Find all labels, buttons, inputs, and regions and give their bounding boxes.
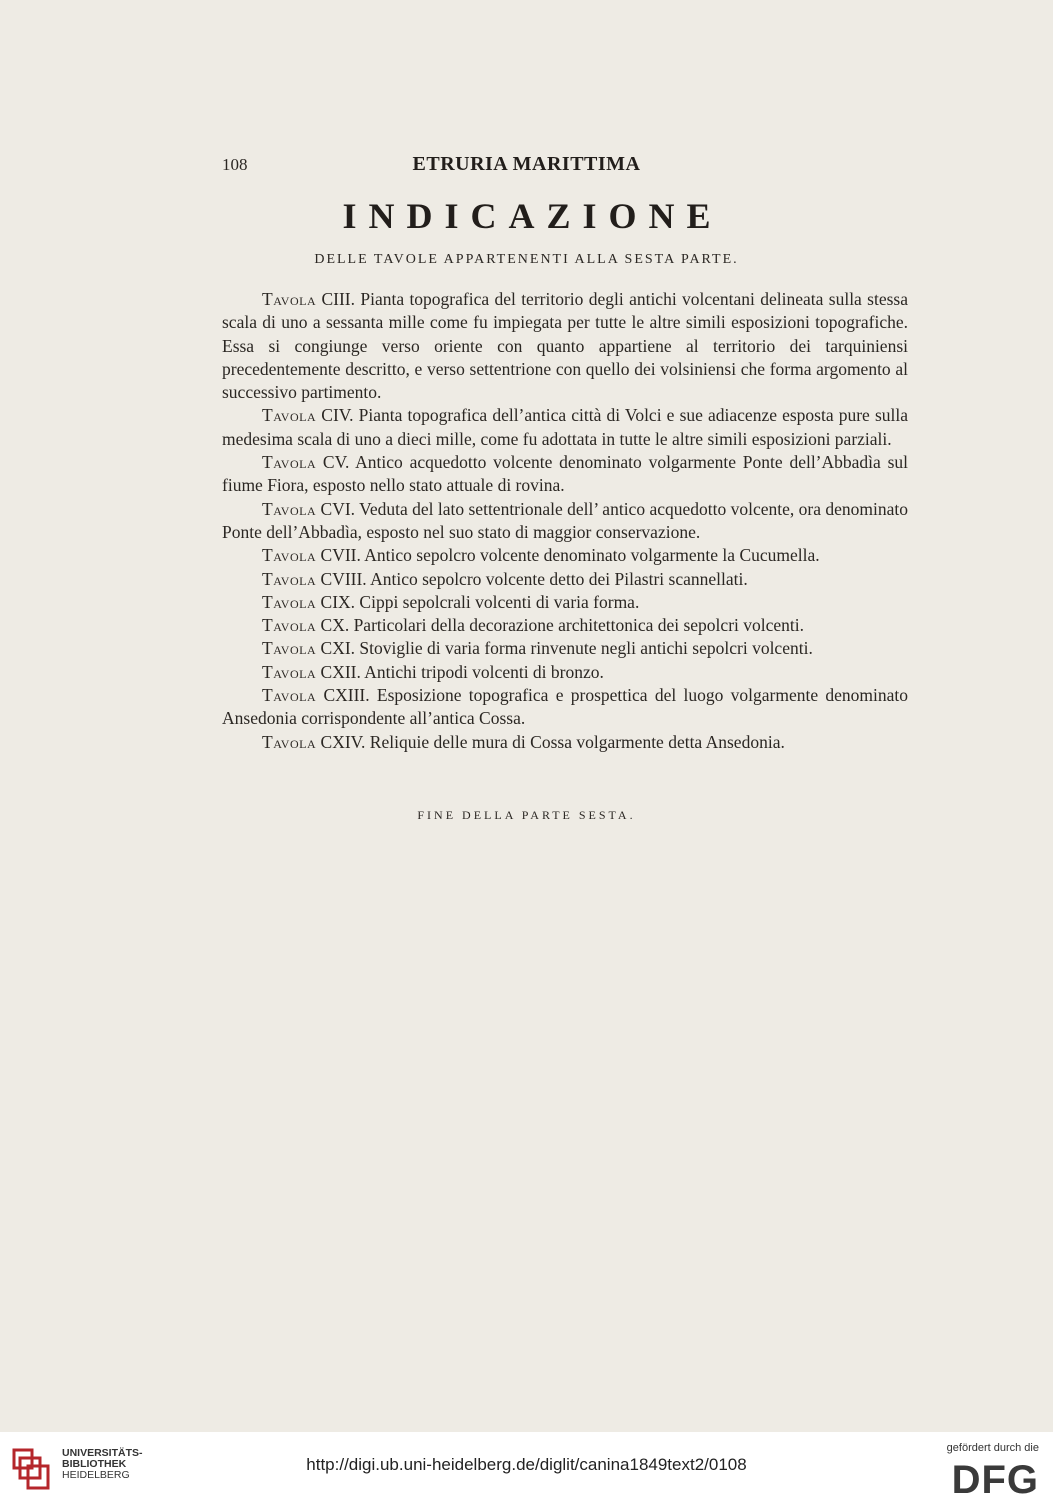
plate-entry	[222, 731, 908, 754]
plate-number: CIX.	[320, 591, 356, 612]
plate-description: Antico sepolcro volcente denominato volgarmente la Cucumella.	[364, 545, 820, 566]
plate-description: Particolari della decorazione architettonica dei sepolcri volcenti.	[353, 615, 804, 636]
plate-description: Stoviglie di varia forma rinvenute negli antichi sepolcri volcenti.	[359, 638, 813, 659]
plate-label: Tavola	[262, 638, 317, 659]
plate-entry	[222, 661, 908, 684]
library-name-line: UNIVERSITÄTS-	[62, 1447, 143, 1459]
plate-entry	[222, 591, 908, 614]
plate-number: CVI.	[320, 498, 356, 519]
plate-description: Esposizione topografica e prospettica del luogo volgarmente denominato Ansedonia corrispondente all’antica Cossa.	[222, 685, 909, 729]
plate-label: Tavola	[262, 405, 317, 426]
plate-label: Tavola	[262, 289, 317, 309]
plate-number: CIV.	[321, 405, 354, 426]
plate-number: CXIV.	[320, 731, 366, 752]
plate-entry	[222, 498, 908, 545]
plate-label: Tavola	[262, 591, 317, 612]
plate-entry	[222, 404, 908, 451]
plate-number: CIII.	[321, 289, 356, 309]
plate-label: Tavola	[262, 731, 317, 752]
plate-description: Cippi sepolcrali volcenti di varia forma.	[359, 591, 640, 612]
section-subtitle: DELLE TAVOLE APPARTENENTI ALLA SESTA PARTE.	[314, 252, 739, 267]
plate-entry	[222, 684, 908, 731]
plate-entry	[222, 451, 908, 498]
end-note: FINE DELLA PARTE SESTA.	[417, 808, 636, 822]
plate-number: CX.	[320, 615, 350, 636]
plate-description: Pianta topografica dell’antica città di Volci e sue adiacenze esposta pure sulla medesima scala di uno a dieci mille, come fu adottata in tutte le altre simili esposizioni parziali.	[222, 405, 908, 449]
plate-number: CXI.	[320, 638, 356, 659]
plate-entry	[222, 568, 908, 591]
page-number: 108	[222, 155, 248, 174]
plate-description: Pianta topografica del territorio degli antichi volcentani delineata sulla stessa scala di uno a sessanta mille come fu impiegata per tutte le altre simili esposizioni topografiche. Essa si congiunge verso oriente con quanto appartiene al territorio dei tarquiniensi precedentemente descritto, e verso settentrione con quello dei volsiniensi che forma argomento al successivo partimento.	[222, 289, 908, 403]
permalink-url[interactable]: http://digi.ub.uni-heidelberg.de/diglit/canina1849text2/0108	[306, 1455, 747, 1474]
plate-description: Veduta del lato settentrionale dell’ antico acquedotto volcente, ora denominato Ponte dell’Abbadìa, esposto nel suo stato di maggior conservazione.	[222, 498, 909, 542]
plate-entry	[222, 288, 908, 404]
library-name-line: BIBLIOTHEK	[62, 1458, 127, 1470]
plates-list	[222, 288, 908, 754]
plate-label: Tavola	[262, 615, 317, 636]
plate-entry	[222, 614, 908, 637]
plate-description: Antico acquedotto volcente denominato volgarmente Ponte dell’Abbadìa sul fiume Fiora, esposto nello stato attuale di rovina.	[222, 452, 908, 496]
plate-label: Tavola	[262, 545, 317, 566]
plate-label: Tavola	[262, 498, 317, 519]
plate-entry	[222, 544, 908, 567]
plate-label: Tavola	[262, 568, 317, 589]
plate-number: CXIII.	[323, 685, 370, 706]
plate-description: Antico sepolcro volcente detto dei Pilastri scannellati.	[370, 568, 748, 589]
plate-entry	[222, 637, 908, 660]
dfg-logo: DFG	[951, 1458, 1039, 1502]
funding-caption: gefördert durch die	[946, 1442, 1039, 1454]
plate-label: Tavola	[262, 685, 317, 706]
plate-number: CVIII.	[320, 568, 367, 589]
running-head	[0, 155, 1053, 179]
footer-bar	[0, 1432, 1053, 1508]
section-title: INDICAZIONE	[342, 196, 723, 236]
plate-number: CV.	[322, 452, 350, 473]
plate-label: Tavola	[262, 452, 317, 473]
plate-number: CXII.	[320, 661, 361, 682]
plate-number: CVII.	[320, 545, 361, 566]
plate-description: Reliquie delle mura di Cossa volgarmente detta Ansedonia.	[369, 731, 785, 752]
library-name-line: HEIDELBERG	[62, 1469, 130, 1481]
plate-description: Antichi tripodi volcenti di bronzo.	[364, 661, 604, 682]
plate-label: Tavola	[262, 661, 317, 682]
running-title: ETRURIA MARITTIMA	[412, 153, 641, 175]
